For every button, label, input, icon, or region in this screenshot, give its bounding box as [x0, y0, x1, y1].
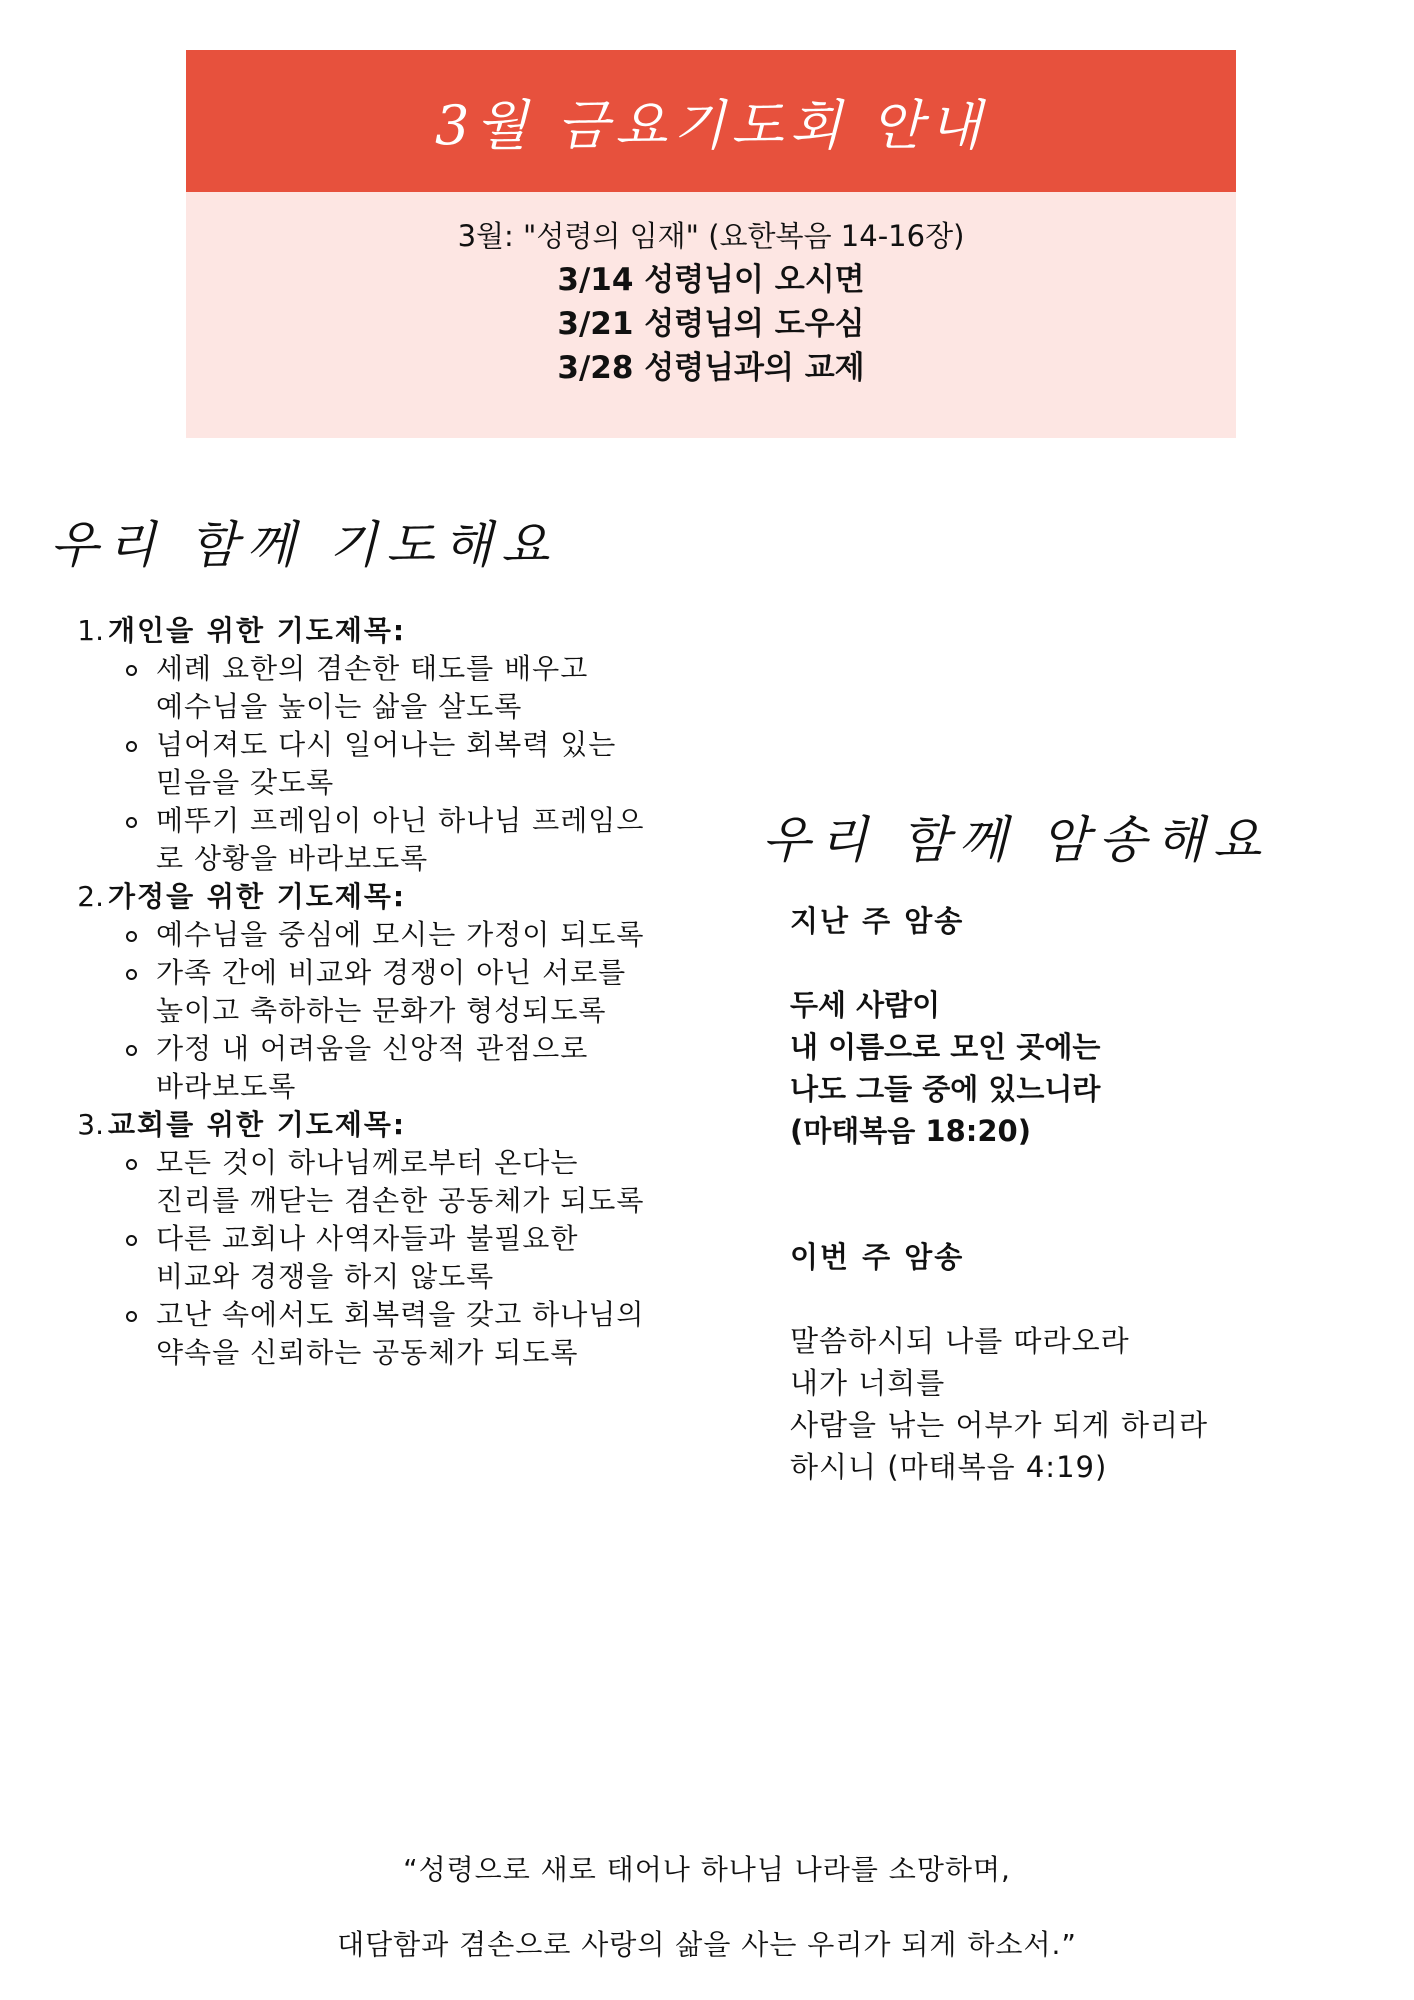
category-label: 교회를 위한 기도제목: [108, 1108, 407, 1141]
closing-prayer-line: “성령으로 새로 태어나 하나님 나라를 소망하며, [403, 1853, 1011, 1886]
verse-line: 사람을 낚는 어부가 되게 하리라 [790, 1408, 1209, 1442]
prayer-item-line: 가족 간에 비교와 경쟁이 아닌 서로를 [156, 956, 627, 989]
page-title: 3월 금요기도회 안내 [435, 93, 987, 157]
prayer-item-line: 믿음을 갖도록 [156, 766, 335, 799]
prayer-item [58, 916, 718, 954]
verse-reference: (마태복음 18:20) [790, 1114, 1031, 1148]
prayer-item [58, 1030, 718, 1106]
prayer-item [58, 802, 718, 878]
bullet-circle-icon [126, 817, 137, 828]
prayer-item [58, 1296, 718, 1372]
prayer-item-line: 바라보도록 [156, 1070, 297, 1103]
schedule-theme: 3월: "성령의 임재" (요한복음 14-16장) [457, 219, 965, 253]
prayer-item-line: 비교와 경쟁을 하지 않도록 [156, 1260, 495, 1293]
header-band [186, 50, 1236, 192]
prayer-item [58, 1220, 718, 1296]
prayer-item [58, 954, 718, 1030]
prayer-item-line: 가정 내 어려움을 신앙적 관점으로 [156, 1032, 589, 1065]
prayer-item [58, 726, 718, 802]
schedule-item: 3/21 성령님의 도우심 [557, 306, 865, 342]
prayer-item-line: 높이고 축하하는 문화가 형성되도록 [156, 994, 607, 1027]
prayer-heading: 우리 함께 기도해요 [50, 516, 559, 574]
verse-line: 두세 사람이 [790, 988, 941, 1022]
verse-line: 내가 너희를 [790, 1366, 946, 1400]
prayer-category [58, 878, 718, 1106]
prayer-item [58, 1144, 718, 1220]
prayer-item-line: 메뚜기 프레임이 아닌 하나님 프레임으 [156, 804, 645, 837]
bullet-circle-icon [126, 969, 137, 980]
category-number: 1. [77, 614, 104, 647]
memory-section [790, 900, 1390, 1488]
prayer-item-line: 예수님을 높이는 삶을 살도록 [156, 690, 523, 723]
category-label: 개인을 위한 기도제목: [108, 614, 407, 647]
prayer-category [58, 1106, 718, 1372]
category-label: 가정을 위한 기도제목: [108, 880, 407, 913]
verse-line: 내 이름으로 모인 곳에는 [790, 1030, 1101, 1064]
prayer-item-line: 고난 속에서도 회복력을 갖고 하나님의 [156, 1298, 645, 1331]
prayer-list [58, 612, 718, 1372]
prayer-item-line: 모든 것이 하나님께로부터 온다는 [156, 1146, 579, 1179]
bullet-circle-icon [126, 741, 137, 752]
prayer-item-line: 세례 요한의 겸손한 태도를 배우고 [156, 652, 589, 685]
prayer-item-line: 약속을 신뢰하는 공동체가 되도록 [156, 1336, 579, 1369]
closing-prayer-line: 대담함과 겸손으로 사랑의 삶을 사는 우리가 되게 하소서.” [337, 1928, 1077, 1961]
bullet-circle-icon [126, 1159, 137, 1170]
prayer-item-line: 다른 교회나 사역자들과 불필요한 [156, 1222, 579, 1255]
prayer-item-line: 예수님을 중심에 모시는 가정이 되도록 [156, 918, 645, 951]
verse-reference: 하시니 (마태복음 4:19) [790, 1450, 1108, 1484]
schedule-item: 3/28 성령님과의 교제 [557, 350, 865, 386]
this-week-label: 이번 주 암송 [790, 1240, 965, 1274]
schedule-box [186, 192, 1236, 438]
prayer-item [58, 650, 718, 726]
schedule-item: 3/14 성령님이 오시면 [557, 262, 865, 298]
category-number: 3. [77, 1108, 104, 1141]
prayer-item-line: 진리를 깨닫는 겸손한 공동체가 되도록 [156, 1184, 645, 1217]
prayer-category [58, 612, 718, 878]
bullet-circle-icon [126, 1045, 137, 1056]
prayer-item-line: 로 상황을 바라보도록 [156, 842, 429, 875]
last-week-label: 지난 주 암송 [790, 904, 965, 938]
memory-heading: 우리 함께 암송해요 [762, 811, 1271, 869]
prayer-item-line: 넘어져도 다시 일어나는 회복력 있는 [156, 728, 617, 761]
bullet-circle-icon [126, 665, 137, 676]
verse-line: 나도 그들 중에 있느니라 [790, 1072, 1101, 1106]
bullet-circle-icon [126, 1311, 137, 1322]
verse-line: 말씀하시되 나를 따라오라 [790, 1324, 1130, 1358]
category-number: 2. [77, 880, 104, 913]
bullet-circle-icon [126, 931, 137, 942]
bullet-circle-icon [126, 1235, 137, 1246]
